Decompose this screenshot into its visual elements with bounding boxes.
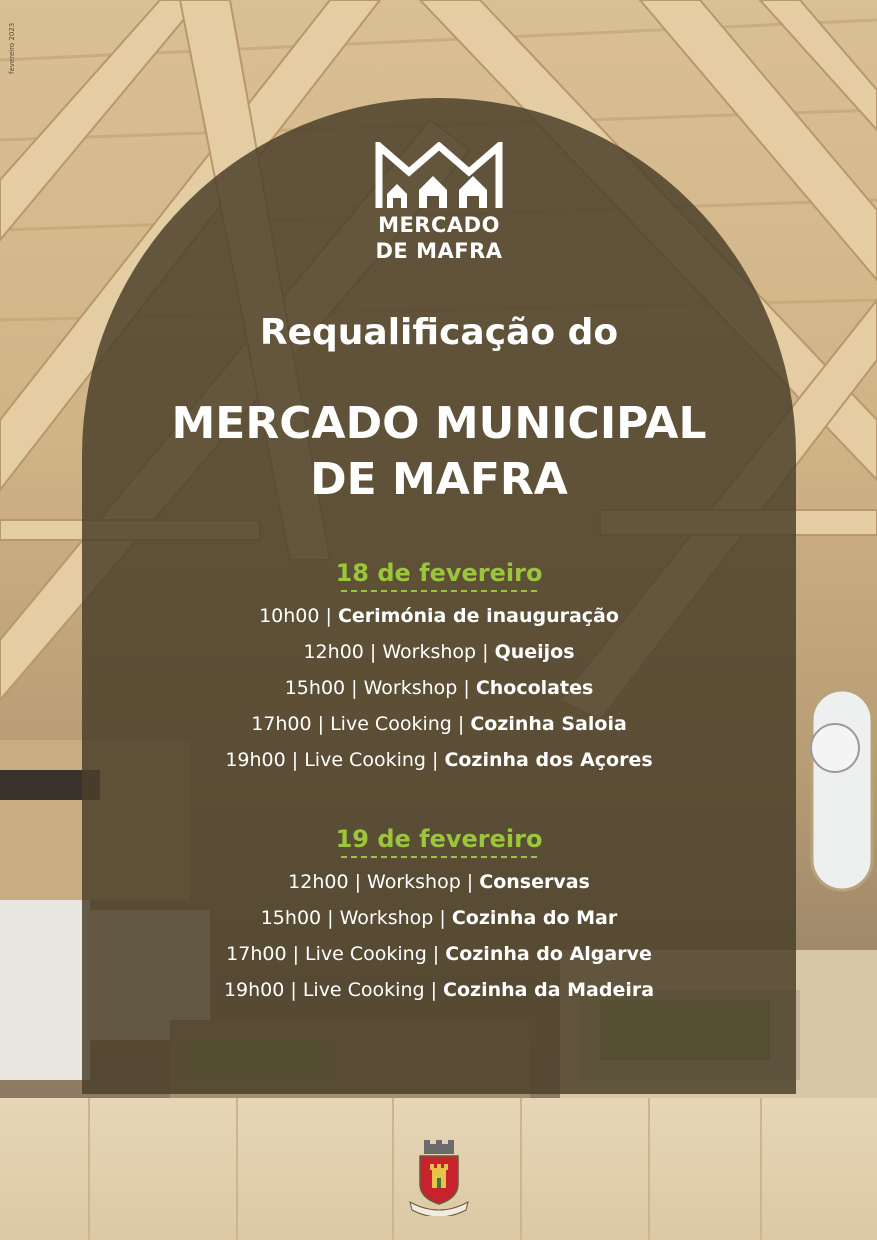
schedule-item xyxy=(82,634,796,670)
schedule-item xyxy=(82,742,796,778)
event-type: Workshop | xyxy=(363,677,476,699)
event-type: Workshop | xyxy=(382,641,495,663)
event-time: 19h00 | xyxy=(223,979,303,1001)
mercado-logo xyxy=(82,142,796,264)
event-topic: Cozinha dos Açores xyxy=(444,749,653,771)
plank-seam xyxy=(392,1098,394,1240)
day-heading: 18 de fevereiro xyxy=(335,559,543,587)
event-topic: Conservas xyxy=(479,871,590,893)
event-time: 12h00 | xyxy=(303,641,383,663)
event-time: 10h00 | xyxy=(259,605,338,627)
schedule-day-2 xyxy=(82,824,796,1008)
event-topic: Cozinha da Madeira xyxy=(443,979,655,1001)
dashed-divider xyxy=(341,590,537,592)
schedule-item xyxy=(82,864,796,900)
schedule-item xyxy=(82,900,796,936)
event-type: Live Cooking | xyxy=(302,979,444,1001)
poster-content xyxy=(82,98,796,1094)
title-intro: Requalificação do xyxy=(259,312,619,353)
plank-seam xyxy=(648,1098,650,1240)
dashed-divider xyxy=(341,856,537,858)
logo-wordmark xyxy=(82,212,796,264)
event-time: 17h00 | xyxy=(251,713,331,735)
municipality-crest-icon xyxy=(406,1140,472,1216)
event-topic: Cerimónia de inauguração xyxy=(337,605,619,627)
plank-seam xyxy=(236,1098,238,1240)
event-type: Workshop | xyxy=(367,871,480,893)
plank-seam xyxy=(88,1098,90,1240)
event-topic: Chocolates xyxy=(475,677,594,699)
date-side-note: fevereiro 2023 xyxy=(8,22,16,74)
schedule-item xyxy=(82,670,796,706)
title-main xyxy=(82,396,796,508)
event-topic: Queijos xyxy=(494,641,575,663)
schedule-day-1 xyxy=(82,558,796,778)
schedule-item xyxy=(82,972,796,1008)
event-topic: Cozinha Saloia xyxy=(470,713,627,735)
plank-seam xyxy=(760,1098,762,1240)
day-heading: 19 de fevereiro xyxy=(335,825,543,853)
event-time: 12h00 | xyxy=(288,871,368,893)
title-main-line-2: DE MAFRA xyxy=(310,454,568,505)
schedule-item xyxy=(82,598,796,634)
event-time: 15h00 | xyxy=(284,677,364,699)
title-main-line-1: MERCADO MUNICIPAL xyxy=(171,398,707,449)
event-topic: Cozinha do Mar xyxy=(451,907,618,929)
schedule-item xyxy=(82,936,796,972)
event-type: Live Cooking | xyxy=(330,713,471,735)
logo-line-1: MERCADO xyxy=(378,213,500,237)
event-time: 19h00 | xyxy=(225,749,305,771)
plank-seam xyxy=(520,1098,522,1240)
event-type: Live Cooking | xyxy=(305,943,446,965)
market-roofline-icon xyxy=(375,142,503,212)
event-type: Workshop | xyxy=(339,907,452,929)
event-type: Live Cooking | xyxy=(304,749,445,771)
schedule-item xyxy=(82,706,796,742)
event-time: 17h00 | xyxy=(226,943,306,965)
event-time: 15h00 | xyxy=(260,907,340,929)
logo-line-2: DE MAFRA xyxy=(375,239,503,263)
event-topic: Cozinha do Algarve xyxy=(445,943,652,965)
